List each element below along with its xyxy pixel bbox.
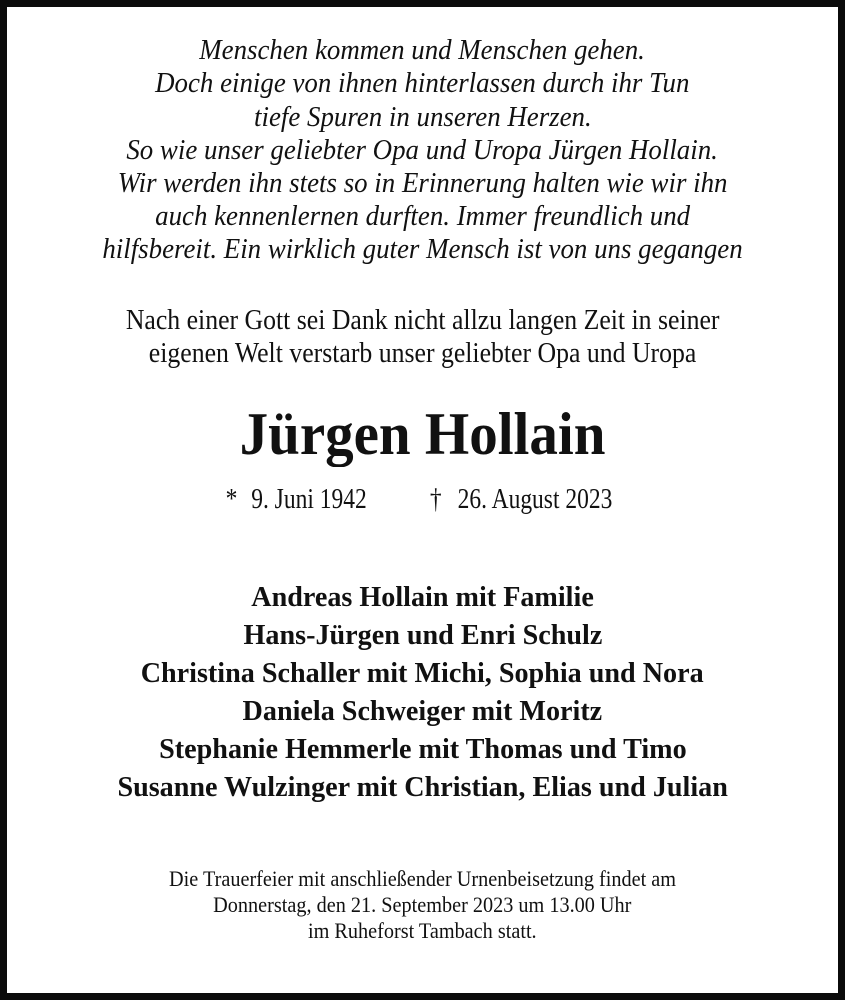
intro-line: Nach einer Gott sei Dank nicht allzu langen Zeit in seiner xyxy=(125,305,720,336)
funeral-line: Donnerstag, den 21. September 2023 um 13.00 Uhr xyxy=(213,892,632,917)
death-cross-icon: † xyxy=(429,483,442,515)
poem-line: So wie unser geliebter Opa und Uropa Jürgen Hollain. xyxy=(126,135,719,166)
life-dates xyxy=(7,483,838,516)
birth-star-icon: * xyxy=(225,483,238,515)
mourner: Daniela Schweiger mit Moritz xyxy=(242,695,603,727)
birth-date: 9. Juni 1942 xyxy=(250,483,367,515)
mourner: Andreas Hollain mit Familie xyxy=(251,581,594,613)
poem-line: hilfsbereit. Ein wirklich guter Mensch ist von uns gegangen xyxy=(102,234,743,265)
poem-line: Menschen kommen und Menschen gehen. xyxy=(199,35,646,66)
deceased-name: Jürgen Hollain xyxy=(239,401,606,467)
poem-line: tiefe Spuren in unseren Herzen. xyxy=(253,102,592,133)
mourner: Susanne Wulzinger mit Christian, Elias und Julian xyxy=(117,771,728,803)
funeral-line: im Ruheforst Tambach statt. xyxy=(308,918,537,943)
mourner: Stephanie Hemmerle mit Thomas und Timo xyxy=(158,733,687,765)
poem-line: auch kennenlernen durften. Immer freundlich und xyxy=(155,201,690,232)
death-date: 26. August 2023 xyxy=(457,483,612,515)
mourner: Hans-Jürgen und Enri Schulz xyxy=(243,619,602,651)
mourner: Christina Schaller mit Michi, Sophia und Nora xyxy=(141,657,704,689)
poem-line: Wir werden ihn stets so in Erinnerung halten wie wir ihn xyxy=(117,168,728,199)
poem-line: Doch einige von ihnen hinterlassen durch ihr Tun xyxy=(155,68,690,99)
funeral-line: Die Trauerfeier mit anschließender Urnenbeisetzung findet am xyxy=(169,866,676,891)
intro-line: eigenen Welt verstarb unser geliebter Opa und Uropa xyxy=(148,338,697,369)
